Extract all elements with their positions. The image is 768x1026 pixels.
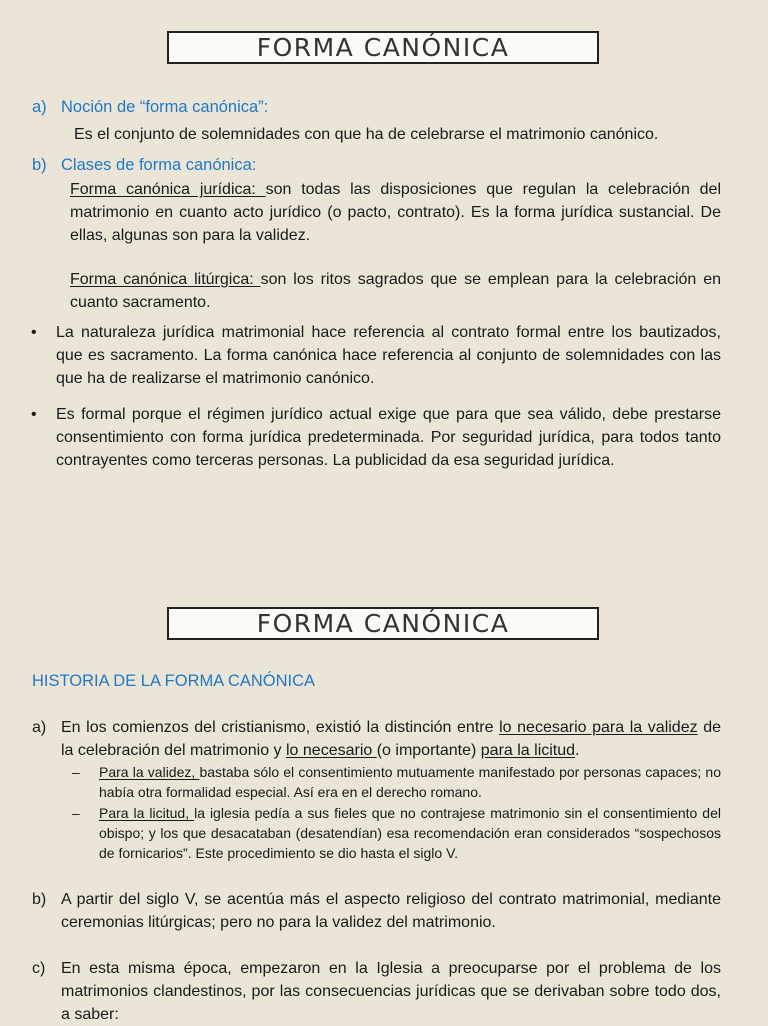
item-a-heading: Noción de “forma canónica”: <box>61 98 269 116</box>
item-b-heading: Clases de forma canónica: <box>61 156 257 174</box>
item-a-part: de la celebración del matrimonio y <box>61 719 722 759</box>
slide-2 <box>0 580 768 1024</box>
liturgica-text: son los ritos sagrados que se emplean para la celebración en cuanto sacramento. <box>70 271 722 311</box>
necesario-text: lo necesario <box>286 742 377 759</box>
item-a-part: . <box>575 742 580 759</box>
validez-text: bastaba sólo el consentimiento mutuamente manifestado por personas capaces; no había otra formalidad especial. Así era en el derecho romano. <box>99 764 722 800</box>
item-b-marker: b) <box>32 891 47 908</box>
item-c-marker: c) <box>32 960 46 977</box>
juridica-text: son todas las disposiciones que regulan la celebración del matrimonio en cuanto acto jurídico (o pacto, contrato). Es la forma jurídica sustancial. De ellas, algunas son para la validez. <box>70 181 721 244</box>
item-a-part: En los comienzos del cristianismo, existió la distinción entre <box>61 719 500 736</box>
section-heading: HISTORIA DE LA FORMA CANÓNICA <box>32 672 316 690</box>
item-b-text: A partir del siglo V, se acentúa más el aspecto religioso del contrato matrimonial, mediante ceremonias litúrgicas; pero no para la validez del matrimonio. <box>61 891 721 931</box>
item-b-marker: b) <box>32 156 47 174</box>
licitud-text: la iglesia pedía a sus fieles que no contrajese matrimonio sin el consentimiento del obispo; y los que desacataban (desatendían) esa recomendación eran considerados “sospechosos de fornicarios”. Este procedimiento se dio hasta el siglo V. <box>99 805 721 861</box>
licitud-sub <box>99 803 721 863</box>
dash-icon: – <box>72 805 80 821</box>
validez-term: Para la validez, <box>99 764 200 780</box>
validez-link-text: lo necesario para la validez <box>499 719 698 736</box>
item-a-marker: a) <box>32 719 47 736</box>
liturgica-term: Forma canónica litúrgica: <box>70 271 261 288</box>
liturgica-definition <box>70 268 721 314</box>
juridica-definition <box>70 178 721 247</box>
slide-title: FORMA CANÓNICA <box>167 607 599 640</box>
juridica-term: Forma canónica jurídica: <box>70 181 266 198</box>
dash-icon: – <box>72 764 80 780</box>
bullet-icon: • <box>31 324 37 341</box>
bullet-1-text: La naturaleza jurídica matrimonial hace referencia al contrato formal entre los bautizados, que es sacramento. La forma canónica hace referencia al conjunto de solemnidades con las que ha de realizarse el matrimonio canónico. <box>56 324 721 387</box>
item-a-text: Es el conjunto de solemnidades con que ha de celebrarse el matrimonio canónico. <box>74 126 659 143</box>
validez-sub <box>99 762 721 802</box>
item-a-text <box>61 716 721 762</box>
licitud-term: Para la licitud, <box>99 805 195 821</box>
bullet-icon: • <box>31 406 37 423</box>
bullet-2-text: Es formal porque el régimen jurídico actual exige que para que sea válido, debe prestarse consentimiento con forma jurídica predeterminada. Por seguridad jurídica, para todos tanto contrayentes como terceras personas. La publicidad da esa seguridad jurídica. <box>56 406 721 469</box>
slide-title: FORMA CANÓNICA <box>167 31 599 64</box>
item-a-marker: a) <box>32 98 47 116</box>
item-a-part: (o importante) <box>376 742 481 759</box>
licitud-text: para la licitud <box>480 742 576 759</box>
item-c-text: En esta misma época, empezaron en la Iglesia a preocuparse por el problema de los matrimonios clandestinos, por las consecuencias jurídicas que se derivaban sobre todo dos, a saber: <box>61 960 721 1023</box>
